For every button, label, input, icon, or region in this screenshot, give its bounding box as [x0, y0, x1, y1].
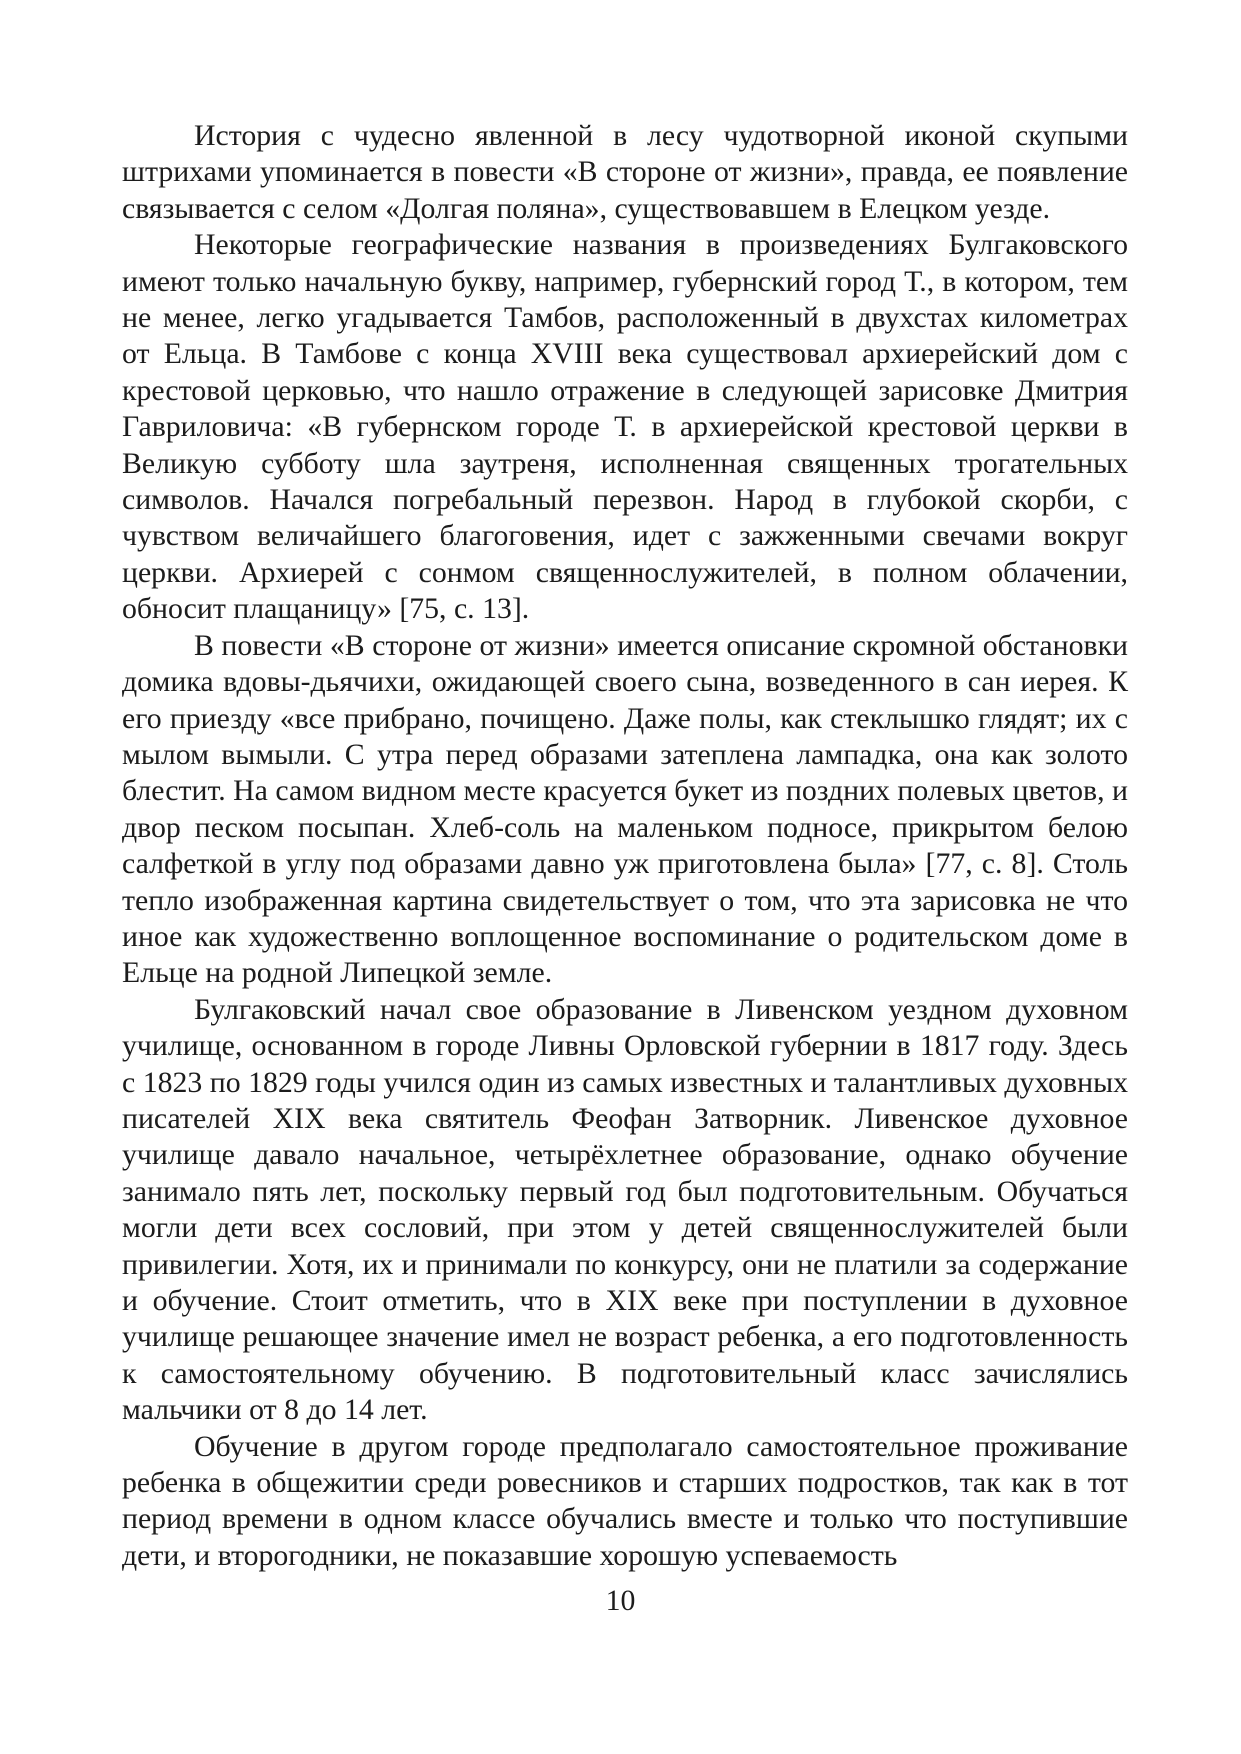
page-body [122, 118, 1128, 1572]
page-number: 10 [605, 1584, 636, 1617]
paragraph-widow-house: В повести «В стороне от жизни» имеется описание скромной обстановки домика вдовы-дьячихи, ожидающей своего сына, возведенного в сан иерея. К его приезду «все прибрано, почищено. Даже полы, как стеклышко глядят; их с мылом вымыли. С утра перед образами затеплена лампадка, она как золото блестит. На самом видном месте красуется букет из поздних полевых цветов, и двор песком посыпан. Хлеб-соль на маленьком подносе, прикрытом белою салфеткой в углу под образами давно уж приготовлена была» [77, с. 8]. Столь тепло изображенная картина свидетельствует о том, что эта зарисовка не что иное как художественно воплощенное воспоминание о родительском доме в Ельце на родной Липецкой земле. [122, 628, 1128, 990]
paragraph-dormitory: Обучение в другом городе предполагало самостоятельное проживание ребенка в общежитии среди ровесников и старших подростков, так как в тот период времени в одном классе обучались вместе и только что поступившие дети, и второгодники, не показавшие хорошую успеваемость [122, 1429, 1128, 1572]
paragraph-livny-school: Булгаковский начал свое образование в Ливенском уездном духовном училище, основанном в городе Ливны Орловской губернии в 1817 году. Здесь с 1823 по 1829 годы учился один из самых известных и талантливых духовных писателей XIX века святитель Феофан Затворник. Ливенское духовное училище давало начальное, четырёхлетнее образование, однако обучение занимало пять лет, поскольку первый год был подготовительным. Обучаться могли дети всех сословий, при этом у детей священнослужителей были привилегии. Хотя, их и принимали по конкурсу, они не платили за содержание и обучение. Стоит отметить, что в XIX веке при поступлении в духовное училище решающее значение имел не возраст ребенка, а его подготовленность к самостоятельному обучению. В подготовительный класс зачислялись мальчики от 8 до 14 лет. [122, 992, 1128, 1427]
paragraph-icon-story: История с чудесно явленной в лесу чудотворной иконой скупыми штрихами упоминается в повести «В стороне от жизни», правда, ее появление связывается с селом «Долгая поляна», существовавшем в Елецком уезде. [122, 119, 1128, 225]
paragraph-geographic-names: Некоторые географические названия в произведениях Булгаковского имеют только начальную букву, например, губернский город Т., в котором, тем не менее, легко угадывается Тамбов, расположенный в двухстах километрах от Ельца. В Тамбове с конца XVIII века существовал архиерейский дом с крестовой церковью, что нашло отражение в следующей зарисовке Дмитрия Гавриловича: «В губернском городе Т. в архиерейской крестовой церкви в Великую субботу шла заутреня, исполненная священных трогательных символов. Начался погребальный перезвон. Народ в глубокой скорби, с чувством величайшего благоговения, идет с зажженными свечами вокруг церкви. Архиерей с сонмом священнослужителей, в полном облачении, обносит плащаницу» [75, с. 13]. [122, 228, 1128, 626]
